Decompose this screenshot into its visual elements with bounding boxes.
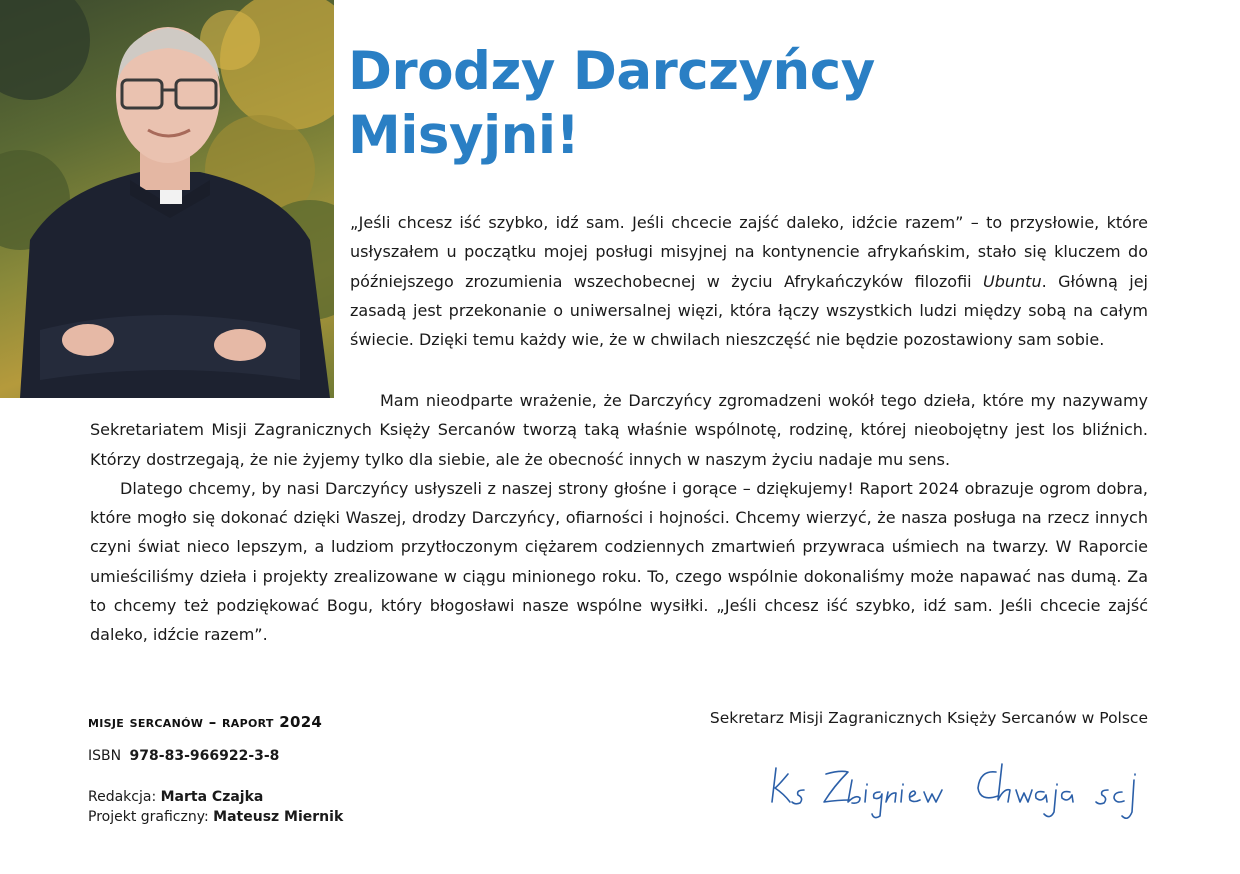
credits — [88, 787, 343, 827]
isbn-value: 978-83-966922-3-8 — [129, 748, 280, 764]
letter-paragraph-1-part-a: „Jeśli chcesz iść szybko, idź sam. Jeśli chcecie zajść daleko, idźcie razem” – to przysłowie, które usłyszałem u początku mojej posługi misyjnej na kontynencie afrykańskim, stało się kluczem do późniejszego zrozumienia wszechobecnej w życiu Afrykańczyków filozofii — [350, 213, 1148, 291]
design-label: Projekt graficzny: — [88, 809, 209, 825]
letter-paragraph-1-italic: Ubuntu — [983, 271, 1042, 291]
portrait-illustration — [0, 0, 334, 398]
design-credit — [88, 807, 343, 827]
editor-label: Redakcja: — [88, 789, 157, 805]
editor-credit — [88, 787, 343, 807]
author-portrait — [0, 0, 334, 398]
letter-body — [90, 386, 1148, 650]
isbn-label: ISBN — [88, 748, 122, 764]
page-title — [348, 40, 875, 168]
title-line-2: Misyjni! — [348, 105, 580, 166]
letter-paragraph-3: Dlatego chcemy, by nasi Darczyńcy usłyszeli z naszej strony głośne i gorące – dziękujemy! Raport 2024 obrazuje ogrom dobra, które mogło się dokonać dzięki Waszej, drodzy Darczyńcy, ofiarności i hojności. Chcemy wierzyć, że nasza posługa na rzecz innych czyni świat nieco lepszym, a ludziom przytłoczonym ciężarem codziennych zmartwień przywraca uśmiech na twarzy. W Raporcie umieściliśmy dzieła i projekty zrealizowane w ciągu minionego roku. To, czego wspólnie dokonaliśmy może napawać nas dumą. Za to chcemy też podziękować Bogu, który błogosławi nasze wspólne wysiłki. „Jeśli chcesz iść szybko, idź sam. Jeśli chcecie zajść daleko, idźcie razem”. — [90, 478, 1148, 645]
signatory-role: Sekretarz Misji Zagranicznych Księży Sercanów w Polsce — [709, 709, 1148, 727]
design-name: Mateusz Miernik — [213, 809, 344, 825]
isbn-line — [88, 748, 279, 764]
handwritten-signature — [768, 750, 1158, 834]
letter-paragraph-2: Mam nieodparte wrażenie, że Darczyńcy zgromadzeni wokół tego dzieła, które my nazywamy Sekretariatem Misji Zagranicznych Księży Sercanów tworzą taką właśnie wspólnotę, rodzinę, której nieobojętny jest los bliźnich. Którzy dostrzegają, że nie żyjemy tylko dla siebie, ale że obecność innych w naszym życiu nadaje mu sens. — [90, 391, 1148, 469]
letter-paragraph-1-part-b: . Główną jej zasadą jest przekonanie o uniwersalnej więzi, która łączy wszystkich ludzi między sobą na całym świecie. Dzięki temu każdy wie, że w chwilach nieszczęść nie będzie pozostawiony sam sobie. — [350, 271, 1148, 350]
signature-text: Ks Zbigniew Chwaja scj — [768, 750, 780, 751]
publication-title: misje sercanów – raport 2024 — [88, 713, 323, 731]
title-line-1: Drodzy Darczyńcy — [348, 41, 875, 102]
letter-paragraph-1 — [350, 208, 1148, 354]
editor-name: Marta Czajka — [160, 789, 264, 805]
